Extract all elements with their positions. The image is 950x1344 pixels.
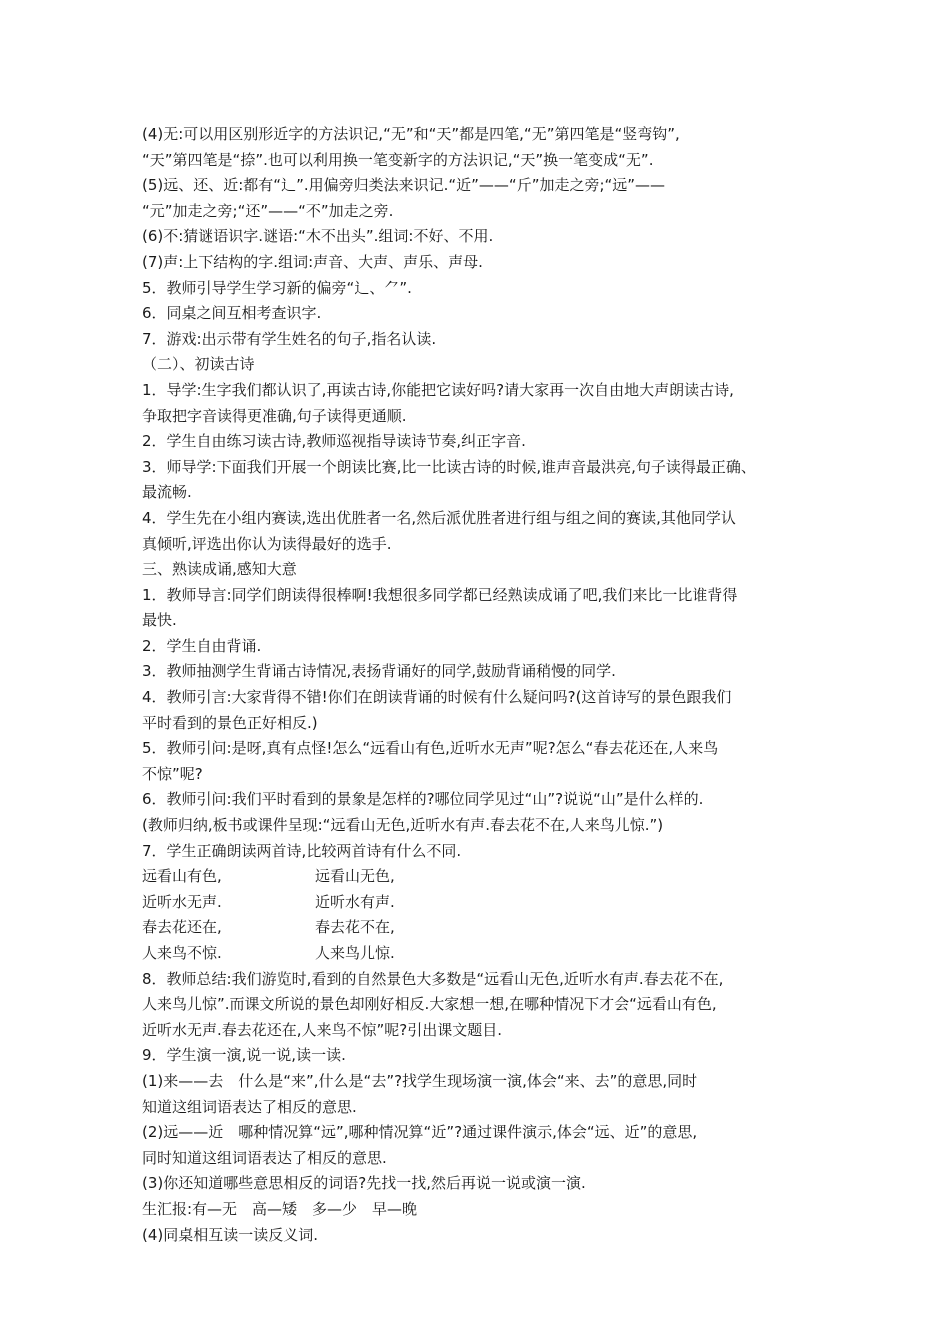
poem-original-line: 远看山有色,	[142, 867, 222, 886]
text-line: (4)无:可以用区别形近字的方法识记,“无”和“天”都是四笔,“无”第四笔是“竖弯钩”,	[142, 125, 680, 143]
text-line: 最流畅.	[142, 483, 192, 502]
text-line: (1)来——去 什么是“来”,什么是“去”?找学生现场演一演,体会“来、去”的意思,同时	[142, 1071, 698, 1090]
section-heading: （二）、初读古诗	[142, 355, 255, 374]
document-body	[142, 122, 818, 1248]
text-line: 8．教师总结:我们游览时,看到的自然景色大多数是“远看山无色,近听水有声.春去花不在,	[142, 969, 724, 988]
text-line: 5．教师引导学生学习新的偏旁“辶、⺈”.	[142, 278, 412, 297]
text-line: 3．师导学:下面我们开展一个朗读比赛,比一比读古诗的时候,谁声音最洪亮,句子读得最正确、	[142, 457, 756, 476]
poem-original-line: 近听水无声.	[142, 892, 222, 911]
text-line: 7．学生正确朗读两首诗,比较两首诗有什么不同.	[142, 841, 462, 860]
text-line: “天”第四笔是“捺”.也可以利用换一笔变新字的方法识记,“天”换一笔变成“无”.	[142, 150, 654, 169]
text-line: 6．同桌之间互相考查识字.	[142, 304, 322, 323]
text-line: 3．教师抽测学生背诵古诗情况,表扬背诵好的同学,鼓励背诵稍慢的同学.	[142, 662, 616, 681]
text-line: 近听水无声.春去花还在,人来鸟不惊”呢?引出课文题目.	[142, 1020, 503, 1039]
poem-contrast-line: 近听水有声.	[315, 892, 395, 911]
poem-row	[142, 941, 818, 967]
text-line: (6)不:猜谜语识字.谜语:“木不出头”.组词:不好、不用.	[142, 227, 494, 246]
poem-comparison	[142, 864, 818, 966]
text-line: 4．教师引言:大家背得不错!你们在朗读背诵的时候有什么疑问吗?(这首诗写的景色跟我们	[142, 688, 732, 707]
text-line: 6．教师引问:我们平时看到的景象是怎样的?哪位同学见过“山”?说说“山”是什么样的.	[142, 790, 704, 809]
poem-original-line: 人来鸟不惊.	[142, 944, 222, 962]
text-line: (4)同桌相互读一读反义词.	[142, 1225, 319, 1244]
text-line: (7)声:上下结构的字.组词:声音、大声、声乐、声母.	[142, 252, 483, 271]
poem-contrast-line: 春去花不在,	[315, 918, 395, 937]
poem-row	[142, 915, 818, 941]
text-line: (3)你还知道哪些意思相反的词语?先找一找,然后再说一说或演一演.	[142, 1174, 586, 1193]
text-line: 7．游戏:出示带有学生姓名的句子,指名认读.	[142, 329, 437, 348]
text-line: 2．学生自由练习读古诗,教师巡视指导读诗节奏,纠正字音.	[142, 432, 526, 451]
text-line: 平时看到的景色正好相反.)	[142, 713, 318, 732]
text-line: 争取把字音读得更准确,句子读得更通顺.	[142, 406, 407, 425]
text-line: “元”加走之旁;“还”——“不”加走之旁.	[142, 201, 394, 220]
text-line: 不惊”呢?	[142, 764, 203, 783]
text-line: (5)远、还、近:都有“辶”.用偏旁归类法来识记.“近”——“斤”加走之旁;“远”——	[142, 176, 666, 195]
text-line: 9．学生演一演,说一说,读一读.	[142, 1046, 346, 1065]
text-line: 5．教师引问:是呀,真有点怪!怎么“远看山有色,近听水无声”呢?怎么“春去花还在,人来鸟	[142, 739, 719, 758]
text-line: 同时知道这组词语表达了相反的意思.	[142, 1148, 387, 1167]
text-line: 4．学生先在小组内赛读,选出优胜者一名,然后派优胜者进行组与组之间的赛读,其他同学认	[142, 508, 736, 527]
poem-original-line: 春去花还在,	[142, 918, 222, 937]
text-line: 1．导学:生字我们都认识了,再读古诗,你能把它读好吗?请大家再一次自由地大声朗读古诗,	[142, 380, 734, 399]
section-heading: 三、熟读成诵,感知大意	[142, 560, 297, 579]
poem-contrast-line: 远看山无色,	[315, 867, 395, 886]
text-line: 真倾听,评选出你认为读得最好的选手.	[142, 534, 392, 553]
text-line: 知道这组词语表达了相反的意思.	[142, 1097, 357, 1116]
text-line: 生汇报:有—无 高—矮 多—少 早—晚	[142, 1199, 418, 1218]
text-line: (2)远——近 哪种情况算“远”,哪种情况算“近”?通过课件演示,体会“远、近”的意思,	[142, 1123, 698, 1142]
text-line: (教师归纳,板书或课件呈现:“远看山无色,近听水有声.春去花不在,人来鸟儿惊.”)	[142, 816, 664, 835]
text-line: 人来鸟儿惊”.而课文所说的景色却刚好相反.大家想一想,在哪种情况下才会“远看山有色,	[142, 995, 717, 1014]
text-line: 1．教师导言:同学们朗读得很棒啊!我想很多同学都已经熟读成诵了吧,我们来比一比谁背得	[142, 585, 738, 604]
poem-row	[142, 864, 818, 890]
poem-row	[142, 890, 818, 916]
text-line: 最快.	[142, 611, 177, 630]
poem-contrast-line: 人来鸟儿惊.	[315, 944, 395, 962]
text-line: 2．学生自由背诵.	[142, 636, 262, 655]
